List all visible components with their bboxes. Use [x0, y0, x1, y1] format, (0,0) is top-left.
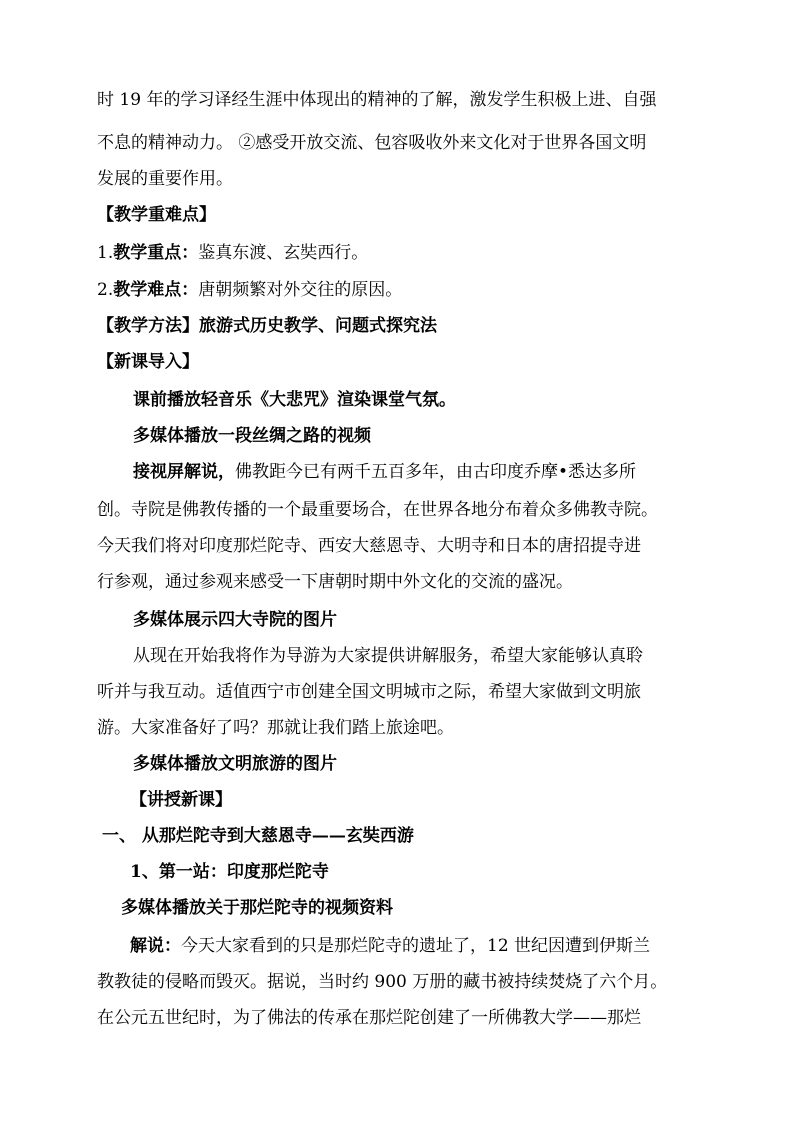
section-heading: 【讲授新课】 — [130, 790, 232, 810]
text-line: 游。大家准备好了吗？那就让我们踏上旅途吧。 — [97, 718, 454, 738]
text-line: 多媒体播放文明旅游的图片 — [133, 754, 337, 774]
text-line: 发展的重要作用。 — [97, 169, 233, 189]
text-line: 解说：今天大家看到的只是那烂陀寺的遗址了，12 世纪因遭到伊斯兰 — [130, 936, 651, 956]
text-line: 行参观，通过参观来感受一下唐朝时期中外文化的交流的盛况。 — [97, 572, 573, 592]
text-line: 多媒体展示四大寺院的图片 — [133, 610, 337, 630]
text-line: 1.教学重点：鉴真东渡、玄奘西行。 — [97, 243, 369, 263]
section-heading: 【教学方法】旅游式历史教学、问题式探究法 — [97, 316, 437, 336]
text-line: 课前播放轻音乐《大悲咒》渲染课堂气氛。 — [133, 390, 456, 410]
text-line: 今天我们将对印度那烂陀寺、西安大慈恩寺、大明寺和日本的唐招提寺进 — [97, 536, 641, 556]
text-line: 2.教学难点：唐朝频繁对外交往的原因。 — [97, 280, 403, 300]
text-line: 不息的精神动力。 ②感受开放交流、包容吸收外来文化对于世界各国文明 — [97, 133, 647, 153]
text-line: 多媒体播放一段丝绸之路的视频 — [133, 426, 371, 446]
text-line: 在公元五世纪时，为了佛法的传承在那烂陀创建了一所佛教大学——那烂 — [97, 1008, 641, 1028]
text-line: 接视屏解说，佛教距今已有两千五百多年，由古印度乔摩•悉达多所 — [133, 462, 637, 482]
section-heading: 【新课导入】 — [97, 352, 199, 372]
text-line: 听并与我互动。适值西宁市创建全国文明城市之际，希望大家做到文明旅 — [97, 682, 641, 702]
subsection-heading: 1、第一站：印度那烂陀寺 — [130, 862, 329, 882]
text-line: 创。寺院是佛教传播的一个最重要场合，在世界各地分布着众多佛教寺院。 — [97, 500, 658, 520]
text-line: 时 19 年的学习译经生涯中体现出的精神的了解，激发学生积极上进、自强 — [97, 90, 657, 110]
text-line: 教教徒的侵略而毁灭。据说，当时约 900 万册的藏书被持续焚烧了六个月。 — [97, 972, 668, 992]
text-line: 从现在开始我将作为导游为大家提供讲解服务，希望大家能够认真聆 — [133, 646, 643, 666]
section-heading: 一、 从那烂陀寺到大慈恩寺——玄奘西游 — [102, 826, 414, 846]
text-line: 多媒体播放关于那烂陀寺的视频资料 — [121, 898, 393, 918]
section-heading: 【教学重难点】 — [97, 205, 216, 225]
